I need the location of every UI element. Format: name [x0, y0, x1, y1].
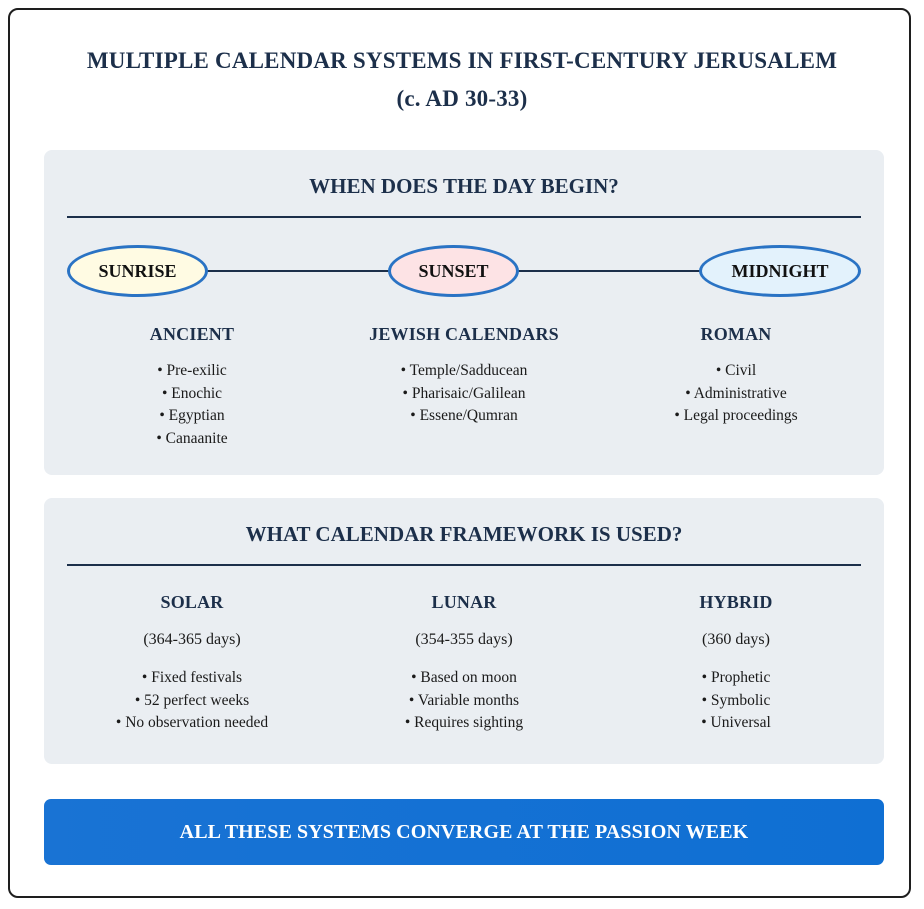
- list-item: • 52 perfect weeks: [134, 691, 250, 709]
- midnight-node: MIDNIGHT: [699, 245, 861, 297]
- connector-sunset-midnight: [514, 270, 704, 272]
- main-title-line1: MULTIPLE CALENDAR SYSTEMS IN FIRST-CENTURY JERUSALEM: [86, 48, 838, 73]
- jewish-calendars-heading: JEWISH CALENDARS: [369, 324, 559, 344]
- hybrid-days: (360 days): [702, 631, 770, 648]
- sunset-node: SUNSET: [388, 245, 519, 297]
- ancient-heading: ANCIENT: [149, 324, 235, 344]
- lunar-column: [324, 592, 604, 735]
- list-item: • Essene/Qumran: [410, 407, 518, 424]
- list-item: • Requires sighting: [404, 714, 524, 731]
- hybrid-heading: HYBRID: [699, 592, 773, 612]
- sunrise-node: SUNRISE: [67, 245, 208, 297]
- list-item: • Pre-exilic: [157, 362, 227, 379]
- solar-list: [52, 667, 332, 735]
- convergence-banner: ALL THESE SYSTEMS CONVERGE AT THE PASSION WEEK: [44, 799, 884, 865]
- hybrid-list: [596, 667, 876, 735]
- roman-list: [596, 360, 876, 428]
- list-item: • Pharisaic/Galilean: [402, 384, 526, 402]
- day-begin-title: WHEN DOES THE DAY BEGIN?: [309, 174, 619, 198]
- main-title: [0, 42, 924, 118]
- solar-column: [52, 592, 332, 735]
- list-item: • Based on moon: [411, 669, 517, 686]
- list-item: • Symbolic: [701, 691, 771, 709]
- list-item: • Egyptian: [159, 407, 225, 424]
- list-item: • Administrative: [685, 384, 787, 402]
- main-title-line2: (c. AD 30-33): [396, 86, 528, 111]
- roman-column: [596, 324, 876, 428]
- solar-days: (364-365 days): [143, 631, 241, 648]
- framework-panel: [44, 498, 884, 764]
- roman-heading: ROMAN: [700, 324, 772, 344]
- list-item: • Universal: [701, 714, 771, 731]
- list-item: • Enochic: [161, 384, 223, 402]
- list-item: • Legal proceedings: [674, 407, 798, 424]
- list-item: • Temple/Sadducean: [400, 362, 528, 379]
- jewish-calendars-list: [324, 360, 604, 428]
- ancient-column: [52, 324, 332, 450]
- lunar-list: [324, 667, 604, 735]
- lunar-days: (354-355 days): [415, 631, 513, 648]
- solar-heading: SOLAR: [160, 592, 224, 612]
- list-item: • Prophetic: [701, 669, 771, 686]
- list-item: • Fixed festivals: [141, 669, 243, 686]
- ancient-list: [52, 360, 332, 450]
- list-item: • Civil: [715, 362, 757, 379]
- framework-divider: [67, 564, 861, 566]
- day-begin-panel: [44, 150, 884, 475]
- hybrid-column: [596, 592, 876, 735]
- list-item: • Canaanite: [156, 429, 228, 447]
- framework-title: WHAT CALENDAR FRAMEWORK IS USED?: [245, 522, 683, 546]
- day-begin-divider: [67, 216, 861, 218]
- jewish-calendars-column: [324, 324, 604, 428]
- connector-sunrise-sunset: [204, 270, 394, 272]
- list-item: • No observation needed: [115, 714, 269, 731]
- lunar-heading: LUNAR: [431, 592, 497, 612]
- list-item: • Variable months: [408, 691, 520, 709]
